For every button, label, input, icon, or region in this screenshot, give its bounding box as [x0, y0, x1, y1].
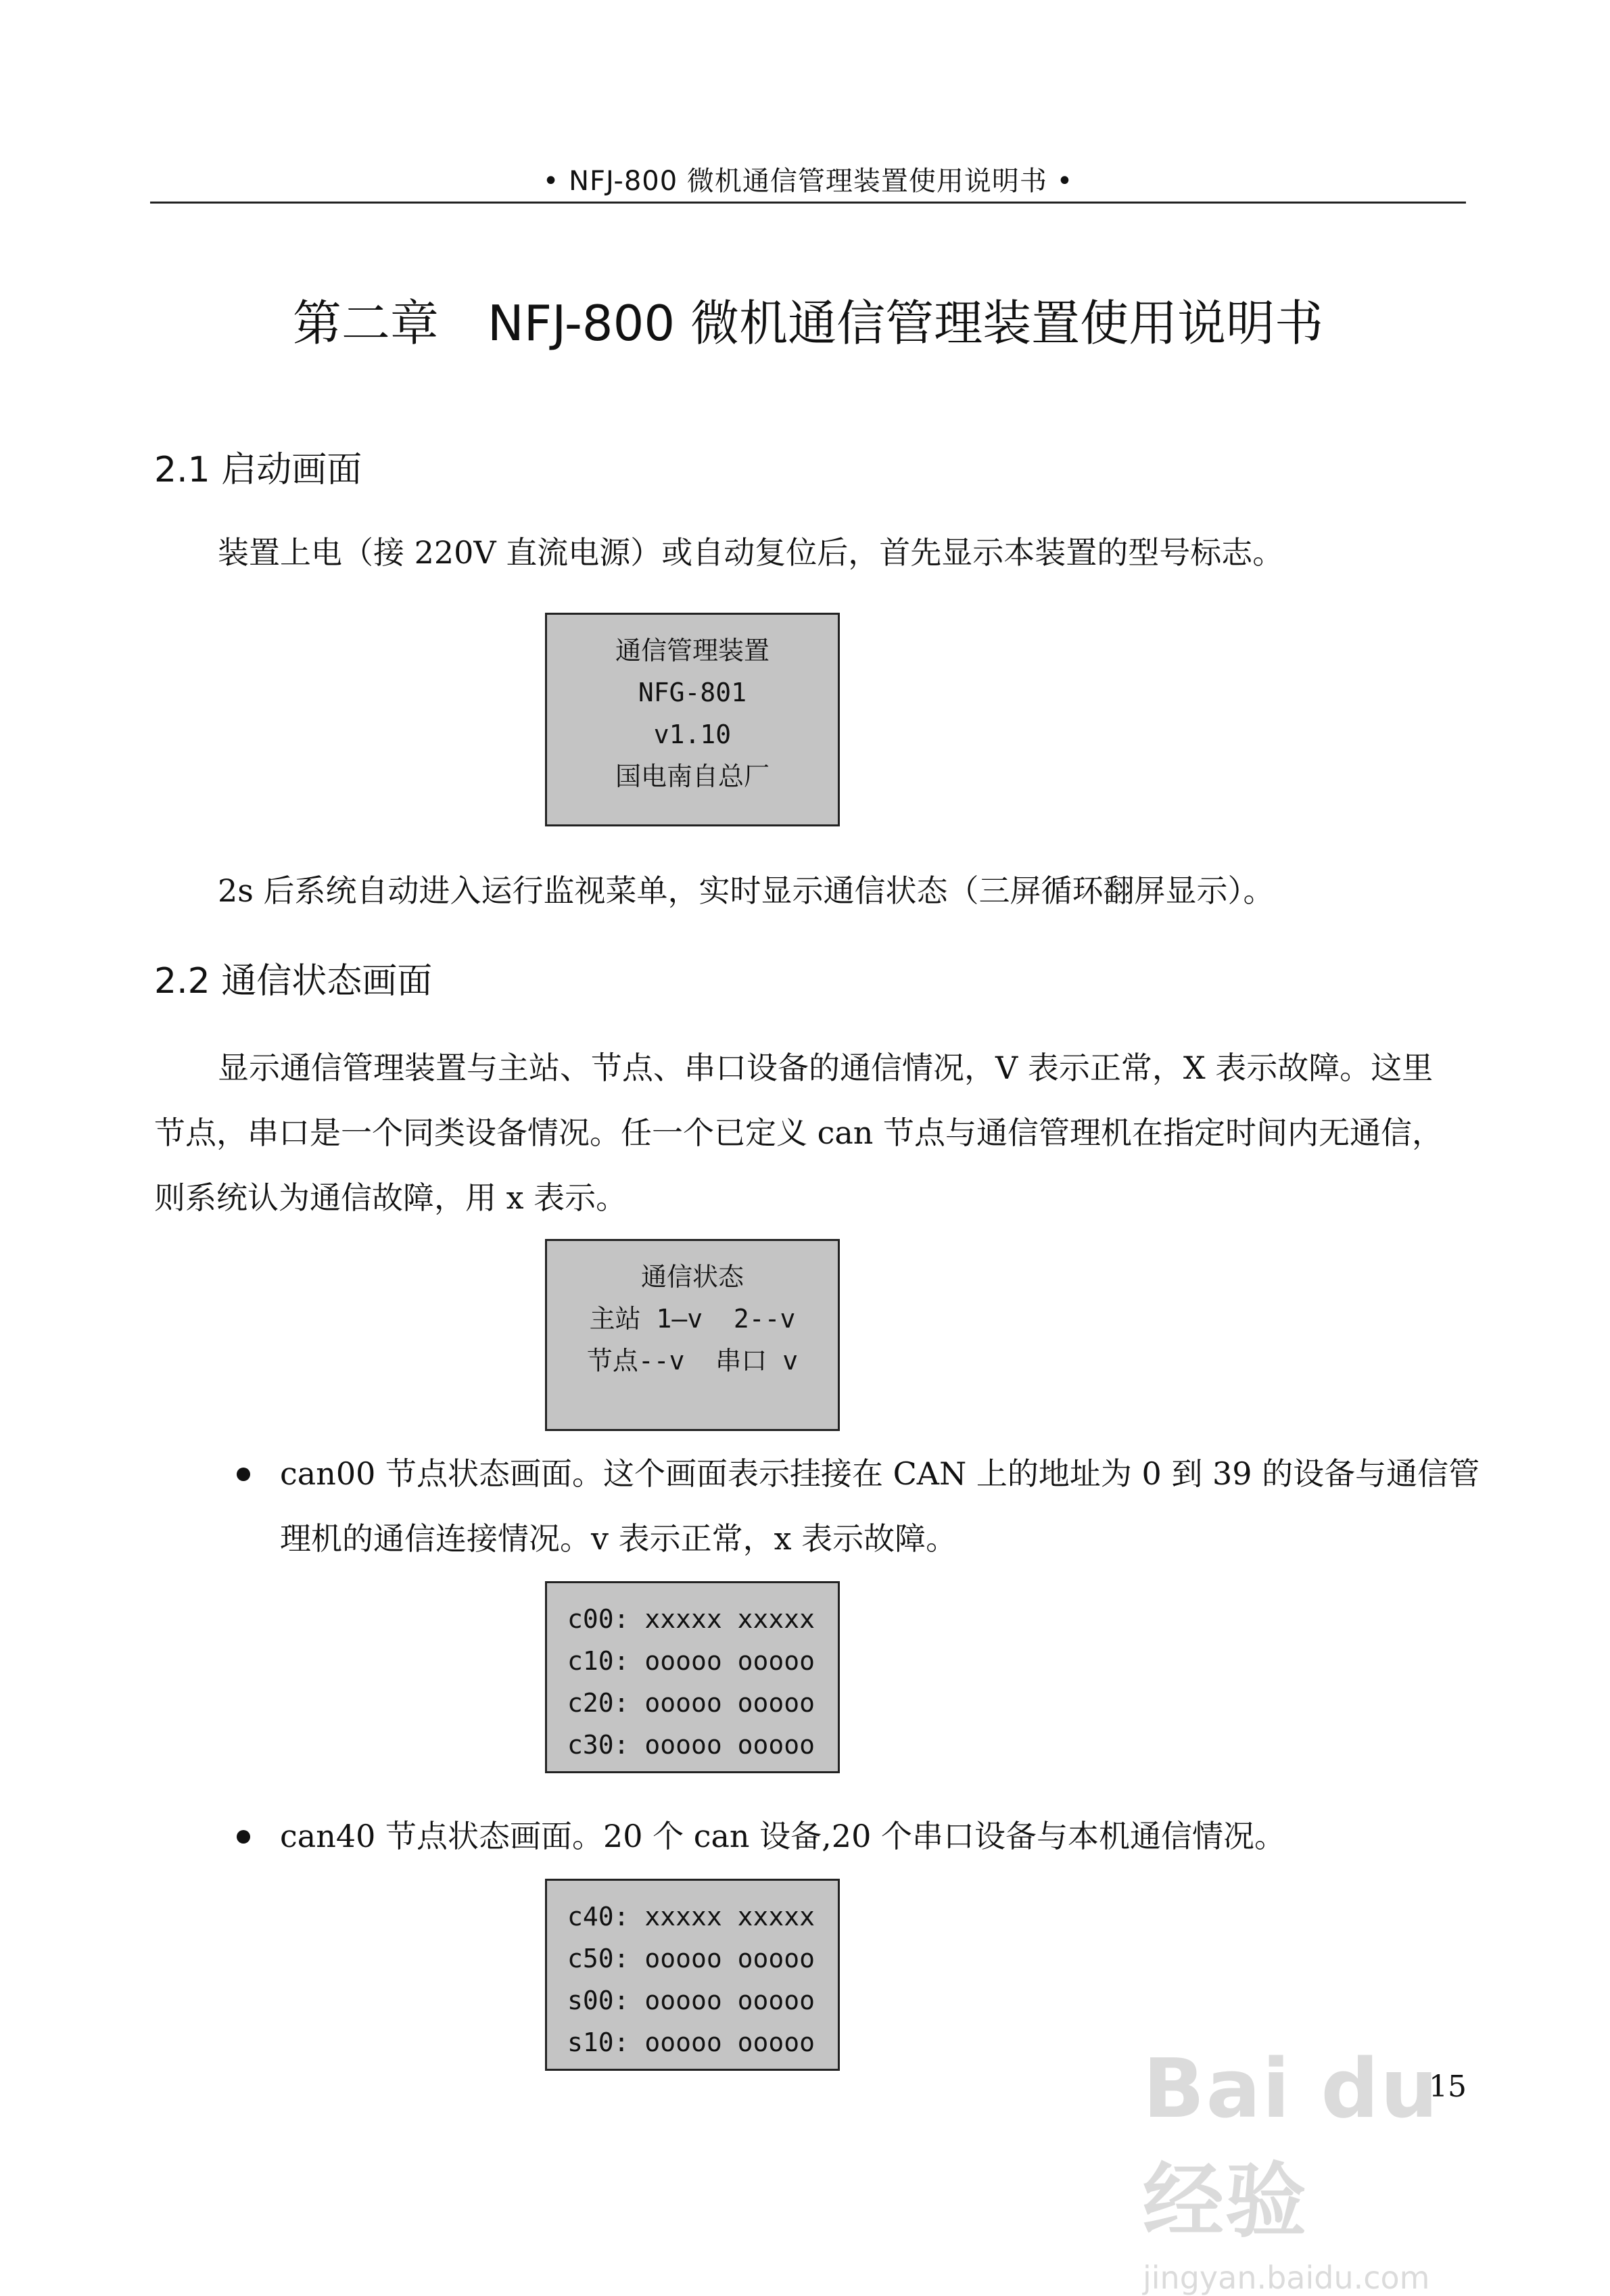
section-2-1-after: 2s 后系统自动进入运行监视菜单，实时显示通信状态（三屏循环翻屏显示）。	[218, 872, 1275, 909]
can00-screen-line: c20: ooooo ooooo	[567, 1688, 815, 1718]
bullet-2-line: can40 节点状态画面。20 个 can 设备,20 个串口设备与本机通信情况。	[280, 1818, 1285, 1854]
section-2-2-paragraph-line: 显示通信管理装置与主站、节点、串口设备的通信情况，V 表示正常，X 表示故障。这里	[218, 1050, 1434, 1086]
can00-screen-line: c00: xxxxx xxxxx	[567, 1604, 815, 1634]
can00-screen-line: c30: ooooo ooooo	[567, 1730, 815, 1760]
section-heading-2-1: 2.1 启动画面	[154, 450, 362, 490]
section-2-1-intro: 装置上电（接 220V 直流电源）或自动复位后，首先显示本装置的型号标志。	[218, 534, 1284, 571]
running-header: • NFJ-800 微机通信管理装置使用说明书 •	[542, 166, 1074, 197]
page-number: 15	[1429, 2069, 1467, 2104]
watermark-url: jingyan.baidu.com	[1143, 2259, 1430, 2296]
startup-screen-line: 通信管理装置	[615, 636, 770, 665]
baidu-jingyan-watermark	[1143, 2042, 1521, 2296]
startup-screen	[545, 613, 840, 826]
can00-screen-line: c10: ooooo ooooo	[567, 1646, 815, 1676]
can40-screen	[545, 1879, 840, 2071]
can40-screen-line: c50: ooooo ooooo	[567, 1944, 815, 1973]
can40-screen-line: c40: xxxxx xxxxx	[567, 1902, 815, 1931]
can00-screen	[545, 1581, 840, 1773]
section-2-2-paragraph-line: 则系统认为通信故障，用 x 表示。	[154, 1179, 628, 1216]
can40-screen-line: s10: ooooo ooooo	[567, 2028, 815, 2057]
startup-screen-line: 国电南自总厂	[615, 762, 770, 791]
watermark-logo: Bai du 经验	[1143, 2042, 1440, 2249]
comm-status-line: 通信状态	[640, 1262, 744, 1292]
can40-screen-line: s00: ooooo ooooo	[567, 1986, 815, 2015]
section-2-2-paragraph-line: 节点，串口是一个同类设备情况。任一个已定义 can 节点与通信管理机在指定时间内无通信，	[154, 1115, 1444, 1151]
comm-status-screen	[545, 1239, 840, 1431]
bullet-1-line: can00 节点状态画面。这个画面表示挂接在 CAN 上的地址为 0 到 39 的设备与通信管	[280, 1455, 1480, 1492]
section-heading-2-2: 2.2 通信状态画面	[154, 961, 433, 1002]
comm-status-line: 节点--v 串口 v	[586, 1346, 799, 1376]
bullet-dot	[237, 1830, 250, 1844]
comm-status-line: 主站 1—v 2--v	[589, 1304, 796, 1334]
header-rule	[150, 202, 1466, 204]
bullet-dot	[237, 1468, 250, 1481]
chapter-title: 第二章 NFJ-800 微机通信管理装置使用说明书	[292, 295, 1324, 352]
startup-screen-line: NFG-801	[638, 678, 747, 707]
startup-screen-line: v1.10	[653, 720, 732, 749]
bullet-1-line: 理机的通信连接情况。v 表示正常，x 表示故障。	[280, 1520, 957, 1557]
